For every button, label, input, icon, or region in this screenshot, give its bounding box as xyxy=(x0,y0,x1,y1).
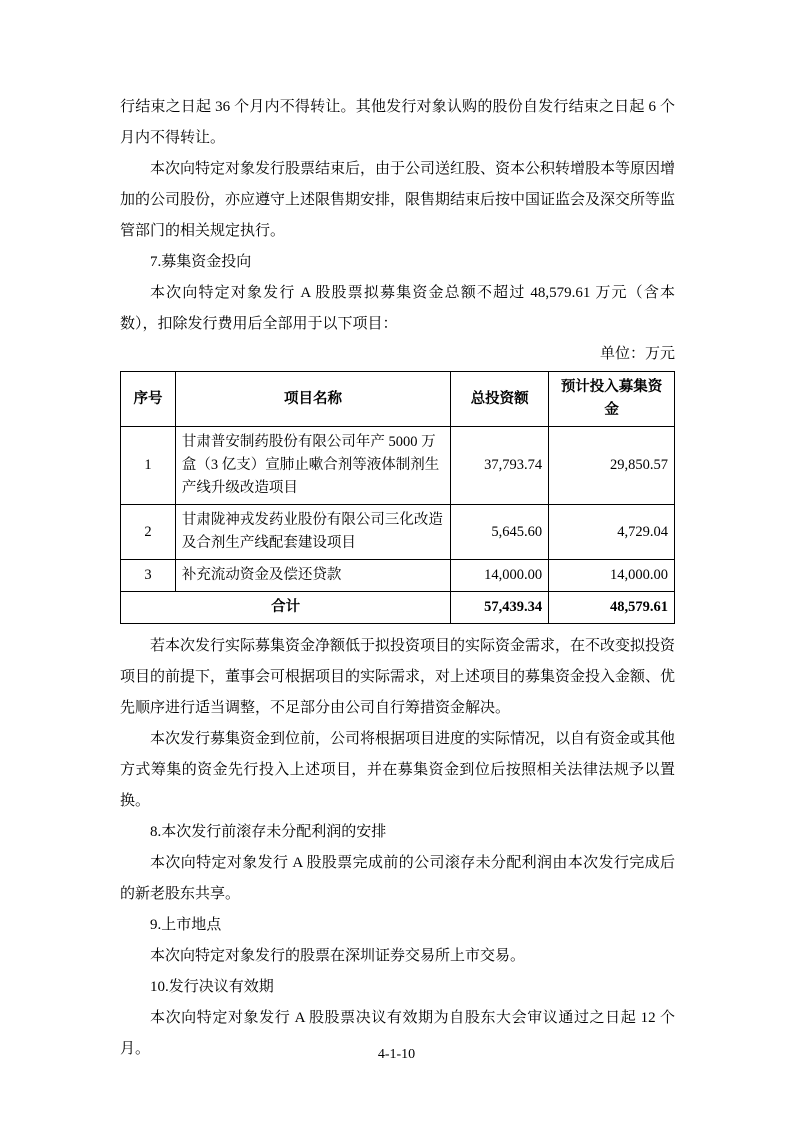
paragraph-resolution-validity: 本次向特定对象发行 A 股股票决议有效期为自股东大会审议通过之日起 12 个月。 xyxy=(120,1010,675,1057)
row-total-investment: 5,645.60 xyxy=(451,505,549,560)
row-project-name: 甘肃普安制药股份有限公司年产 5000 万盒（3 亿支）宣肺止嗽合剂等液体制剂生产线升级改造项目 xyxy=(175,427,450,505)
row-total-investment: 14,000.00 xyxy=(451,560,549,592)
row-project-name: 补充流动资金及偿还贷款 xyxy=(175,560,450,592)
table-total-row xyxy=(121,592,675,624)
section-heading-7: 7.募集资金投向 xyxy=(150,254,252,270)
section-heading-8: 8.本次发行前滚存未分配利润的安排 xyxy=(150,824,387,840)
paragraph-bonus-shares: 本次向特定对象发行股票结束后，由于公司送红股、资本公积转增股本等原因增加的公司股份，亦应遵守上述限售期安排，限售期结束后按中国证监会及深交所等监管部门的相关规定执行。 xyxy=(120,161,676,239)
page-number: 4-1-10 xyxy=(377,1047,416,1062)
paragraph-shortfall-adjustment: 若本次发行实际募集资金净额低于拟投资项目的实际资金需求，在不改变拟投资项目的前提下，董事会可根据项目的实际需求，对上述项目的募集资金投入金额、优先顺序进行适当调整，不足部分由公司自行筹措资金解决。 xyxy=(120,638,676,716)
total-raised-sum: 48,579.61 xyxy=(549,592,675,624)
paragraph-lockup-continuation: 行结束之日起 36 个月内不得转让。其他发行对象认购的股份自发行结束之日起 6 个月内不得转让。 xyxy=(120,99,675,146)
header-project-name: 项目名称 xyxy=(175,372,450,427)
header-total-investment: 总投资额 xyxy=(451,372,549,427)
total-investment-sum: 57,439.34 xyxy=(451,592,549,624)
header-no: 序号 xyxy=(121,372,176,427)
paragraph-retained-profits: 本次向特定对象发行 A 股股票完成前的公司滚存未分配利润由本次发行完成后的新老股东共享。 xyxy=(120,855,675,902)
table-row xyxy=(121,560,675,592)
row-no: 2 xyxy=(121,505,176,560)
section-heading-10: 10.发行决议有效期 xyxy=(150,979,274,995)
table-header-row xyxy=(121,372,675,427)
section-heading-9: 9.上市地点 xyxy=(150,917,222,933)
row-project-name: 甘肃陇神戎发药业股份有限公司三化改造及合剂生产线配套建设项目 xyxy=(175,505,450,560)
paragraph-advance-investment: 本次发行募集资金到位前，公司将根据项目进度的实际情况，以自有资金或其他方式筹集的资金先行投入上述项目，并在募集资金到位后按照相关法律法规予以置换。 xyxy=(120,731,676,809)
row-raised-funds: 4,729.04 xyxy=(549,505,675,560)
row-no: 3 xyxy=(121,560,176,592)
table-row xyxy=(121,505,675,560)
paragraph-fundraising-total: 本次向特定对象发行 A 股股票拟募集资金总额不超过 48,579.61 万元（含本数），扣除发行费用后全部用于以下项目： xyxy=(120,285,675,332)
row-raised-funds: 29,850.57 xyxy=(549,427,675,505)
row-raised-funds: 14,000.00 xyxy=(549,560,675,592)
table-row xyxy=(121,427,675,505)
unit-label: 单位：万元 xyxy=(599,346,675,362)
total-label: 合计 xyxy=(121,592,451,624)
header-raised-funds: 预计投入募集资金 xyxy=(549,372,675,427)
row-total-investment: 37,793.74 xyxy=(451,427,549,505)
paragraph-listing-location: 本次向特定对象发行的股票在深圳证券交易所上市交易。 xyxy=(150,948,526,964)
row-no: 1 xyxy=(121,427,176,505)
fund-allocation-table xyxy=(120,371,675,624)
